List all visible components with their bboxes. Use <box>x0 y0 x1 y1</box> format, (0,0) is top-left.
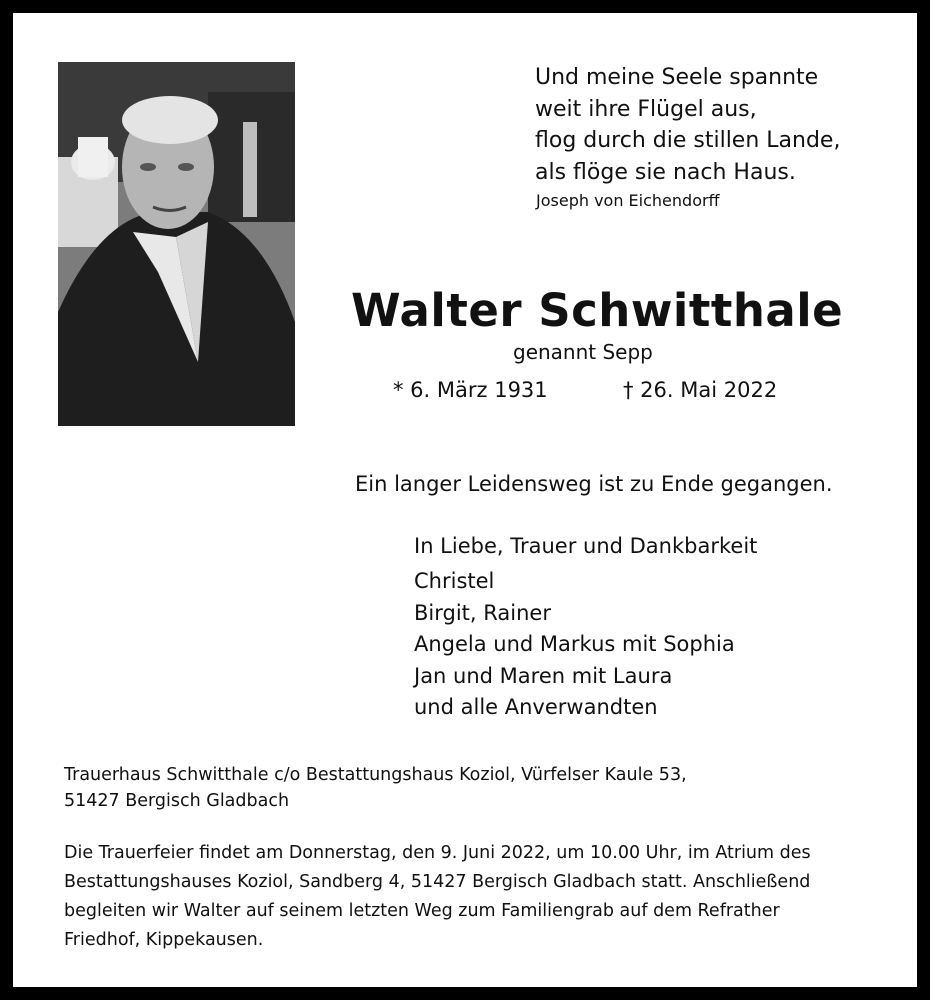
mourners-list <box>414 566 757 724</box>
address-line: 51427 Bergisch Gladbach <box>64 791 290 811</box>
quote-line: als flöge sie nach Haus. <box>535 159 796 185</box>
quote-line: flog durch die stillen Lande, <box>535 128 841 153</box>
ceremony-line: Bestattungshauses Koziol, Sandberg 4, 51427 Bergisch Gladbach statt. Anschließend <box>64 872 811 892</box>
obituary-notice <box>13 13 917 987</box>
deceased-nickname: genannt Sepp <box>513 340 653 364</box>
mourners-intro: In Liebe, Trauer und Dankbarkeit <box>414 534 758 558</box>
mourner-name: Angela und Markus mit Sophia <box>414 632 735 656</box>
birth-date: * 6. März 1931 <box>393 378 548 402</box>
funeral-ceremony-info <box>64 839 864 955</box>
ceremony-line: Die Trauerfeier findet am Donnerstag, den 9. Juni 2022, um 10.00 Uhr, im Atrium des <box>64 843 811 863</box>
quote-author: Joseph von Eichendorff <box>536 191 720 210</box>
mourners-block <box>414 530 757 724</box>
mourner-name: Birgit, Rainer <box>414 600 551 625</box>
mourner-name: Christel <box>414 569 495 593</box>
ceremony-line: Friedhof, Kippekausen. <box>64 930 264 950</box>
portrait-photo <box>58 62 295 426</box>
ceremony-line: begleiten wir Walter auf seinem letzten Weg zum Familiengrab auf dem Refrather <box>64 901 780 921</box>
portrait-photo-icon <box>58 62 295 426</box>
mourning-house-address <box>64 762 864 814</box>
poem-quote <box>535 62 840 214</box>
death-date: † 26. Mai 2022 <box>623 378 778 402</box>
deceased-name: Walter Schwitthale <box>351 284 844 337</box>
mourner-name: und alle Anverwandten <box>414 695 658 719</box>
quote-line: Und meine Seele spannte <box>535 65 819 90</box>
quote-line: weit ihre Flügel aus, <box>535 96 757 122</box>
mourner-name: Jan und Maren mit Laura <box>414 663 673 688</box>
farewell-statement: Ein langer Leidensweg ist zu Ende gegangen. <box>355 472 833 496</box>
address-line: Trauerhaus Schwitthale c/o Bestattungshaus Koziol, Vürfelser Kaule 53, <box>64 765 687 785</box>
